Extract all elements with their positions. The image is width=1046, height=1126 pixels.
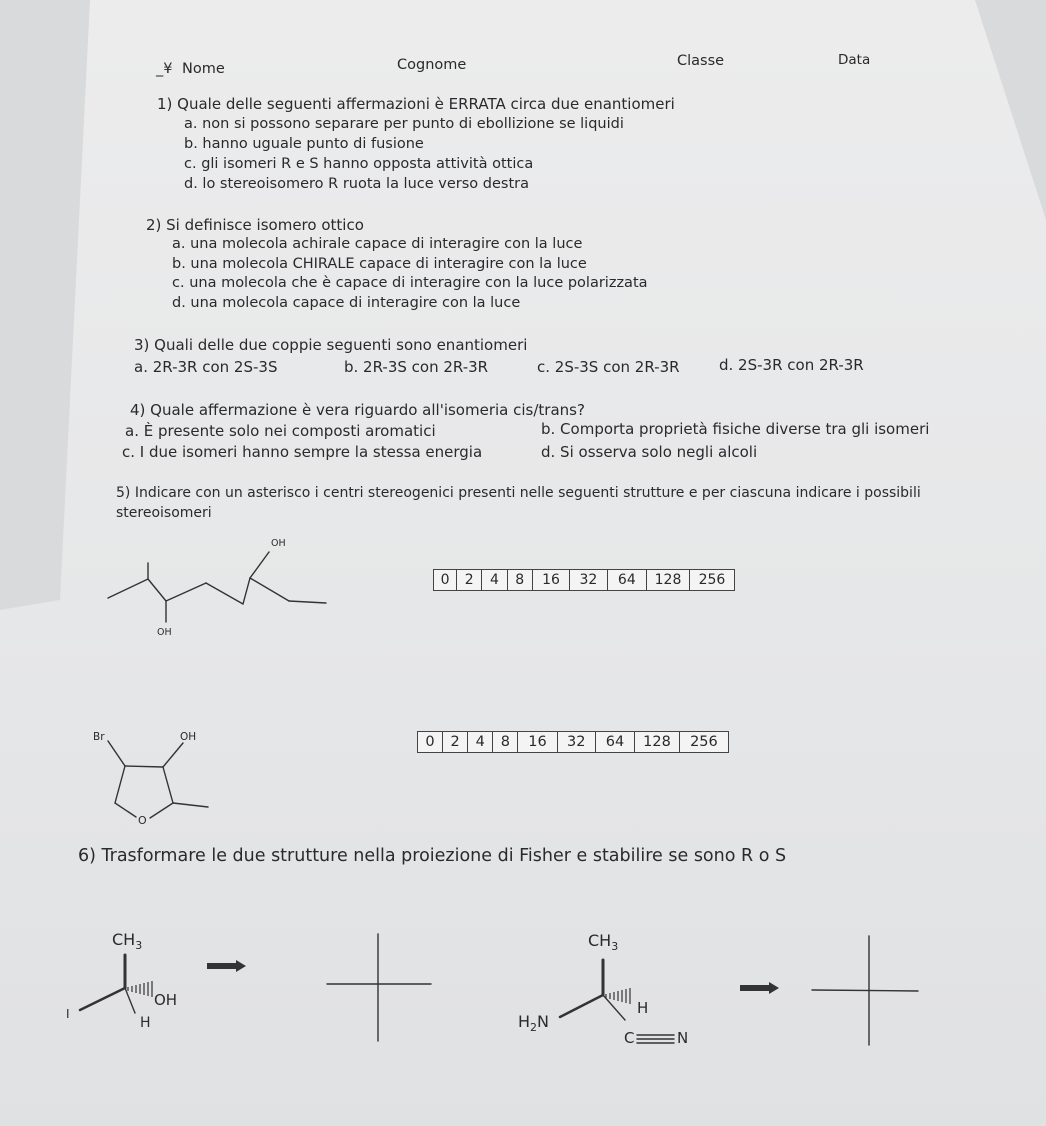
- header-mark: _¥: [156, 61, 173, 77]
- q2-option-c: c. una molecola che è capace di interagire con la luce polarizzata: [172, 275, 648, 291]
- molb-h: H: [637, 999, 649, 1017]
- choice-16[interactable]: 16: [532, 570, 569, 591]
- thf-ring: [108, 741, 208, 818]
- mola-oh: OH: [154, 991, 178, 1009]
- q2-option-d: d. una molecola capace di interagire con la luce: [172, 295, 521, 311]
- q1-option-d: d. lo stereoisomero R ruota la luce verso destra: [184, 176, 529, 192]
- molb-n: N: [677, 1029, 689, 1047]
- header-classe: Classe: [677, 53, 725, 69]
- molb-h2n: $H_2N$: [518, 1012, 549, 1035]
- molb-ch3: $CH_3$: [588, 931, 619, 954]
- mol1-oh-top: OH: [271, 538, 286, 549]
- q1-question: 1) Quale delle seguenti affermazioni è ERRATA circa due enantiomeri: [157, 95, 675, 113]
- q2-option-b: b. una molecola CHIRALE capace di interagire con la luce: [172, 256, 587, 272]
- choice-32[interactable]: 32: [570, 570, 607, 591]
- choice-16[interactable]: 16: [518, 732, 557, 753]
- mol2-oh: OH: [180, 731, 197, 743]
- q3-option-c: c. 2S-3S con 2R-3R: [537, 358, 680, 376]
- q2-question: 2) Si definisce isomero ottico: [146, 216, 364, 234]
- header-nome: Nome: [182, 61, 225, 77]
- fisher-cross-1: [327, 934, 431, 1041]
- mol1-oh-bottom: OH: [157, 627, 172, 638]
- molecule-a-bonds: [80, 955, 135, 1013]
- choice-4[interactable]: 4: [468, 732, 493, 753]
- mol2-br: Br: [93, 731, 105, 743]
- q1-option-b: b. hanno uguale punto di fusione: [184, 136, 424, 152]
- mol2-o: O: [138, 814, 147, 827]
- mola-h: H: [140, 1015, 151, 1031]
- choice-128[interactable]: 128: [635, 732, 680, 753]
- choice-8[interactable]: 8: [493, 732, 518, 753]
- molb-c: C: [624, 1029, 635, 1047]
- q3-option-d: d. 2S-3R con 2R-3R: [719, 356, 864, 374]
- header-data: Data: [838, 52, 871, 68]
- choice-64[interactable]: 64: [607, 570, 647, 591]
- q6-question: 6) Trasformare le due strutture nella proiezione di Fisher e stabilire se sono R o S: [78, 846, 787, 866]
- arrow-icon: [207, 960, 779, 994]
- q3-option-a: a. 2R-3R con 2S-3S: [134, 358, 278, 376]
- diol-skeleton: [108, 552, 326, 622]
- choice-256[interactable]: 256: [679, 732, 728, 753]
- q2-option-a: a. una molecola achirale capace di interagire con la luce: [172, 236, 583, 252]
- q4-option-c: c. I due isomeri hanno sempre la stessa energia: [122, 443, 483, 461]
- choice-256[interactable]: 256: [689, 570, 734, 591]
- q4-option-a: a. È presente solo nei composti aromatici: [125, 422, 436, 440]
- q1-option-c: c. gli isomeri R e S hanno opposta attività ottica: [184, 156, 534, 172]
- q3-question: 3) Quali delle due coppie seguenti sono enantiomeri: [134, 336, 528, 354]
- q1-option-a: a. non si possono separare per punto di ebollizione se liquidi: [184, 116, 624, 132]
- fisher-cross-2: [812, 936, 918, 1045]
- mola-ch3: $CH_3$: [112, 930, 143, 953]
- q5-question: 5) Indicare con un asterisco i centri stereogenici presenti nelle seguenti strutture e per ciascuna indicare i possibili: [116, 485, 921, 501]
- choice-32[interactable]: 32: [557, 732, 595, 753]
- choice-8[interactable]: 8: [507, 570, 532, 591]
- choice-0[interactable]: 0: [434, 570, 457, 591]
- choice-2[interactable]: 2: [443, 732, 468, 753]
- choice-64[interactable]: 64: [595, 732, 634, 753]
- choice-4[interactable]: 4: [482, 570, 507, 591]
- molecule-b-bonds: [560, 960, 674, 1043]
- choice-2[interactable]: 2: [457, 570, 482, 591]
- q4-option-b: b. Comporta proprietà fisiche diverse tra gli isomeri: [541, 420, 930, 438]
- q4-option-d: d. Si osserva solo negli alcoli: [541, 443, 758, 461]
- q4-question: 4) Quale affermazione è vera riguardo all'isomeria cis/trans?: [130, 401, 585, 419]
- header-cognome: Cognome: [397, 57, 467, 73]
- choice-0[interactable]: 0: [418, 732, 443, 753]
- q3-option-b: b. 2R-3S con 2R-3R: [344, 358, 489, 376]
- choice-128[interactable]: 128: [647, 570, 690, 591]
- q5-question-cont: stereoisomeri: [116, 505, 212, 521]
- mola-i: I: [66, 1007, 70, 1021]
